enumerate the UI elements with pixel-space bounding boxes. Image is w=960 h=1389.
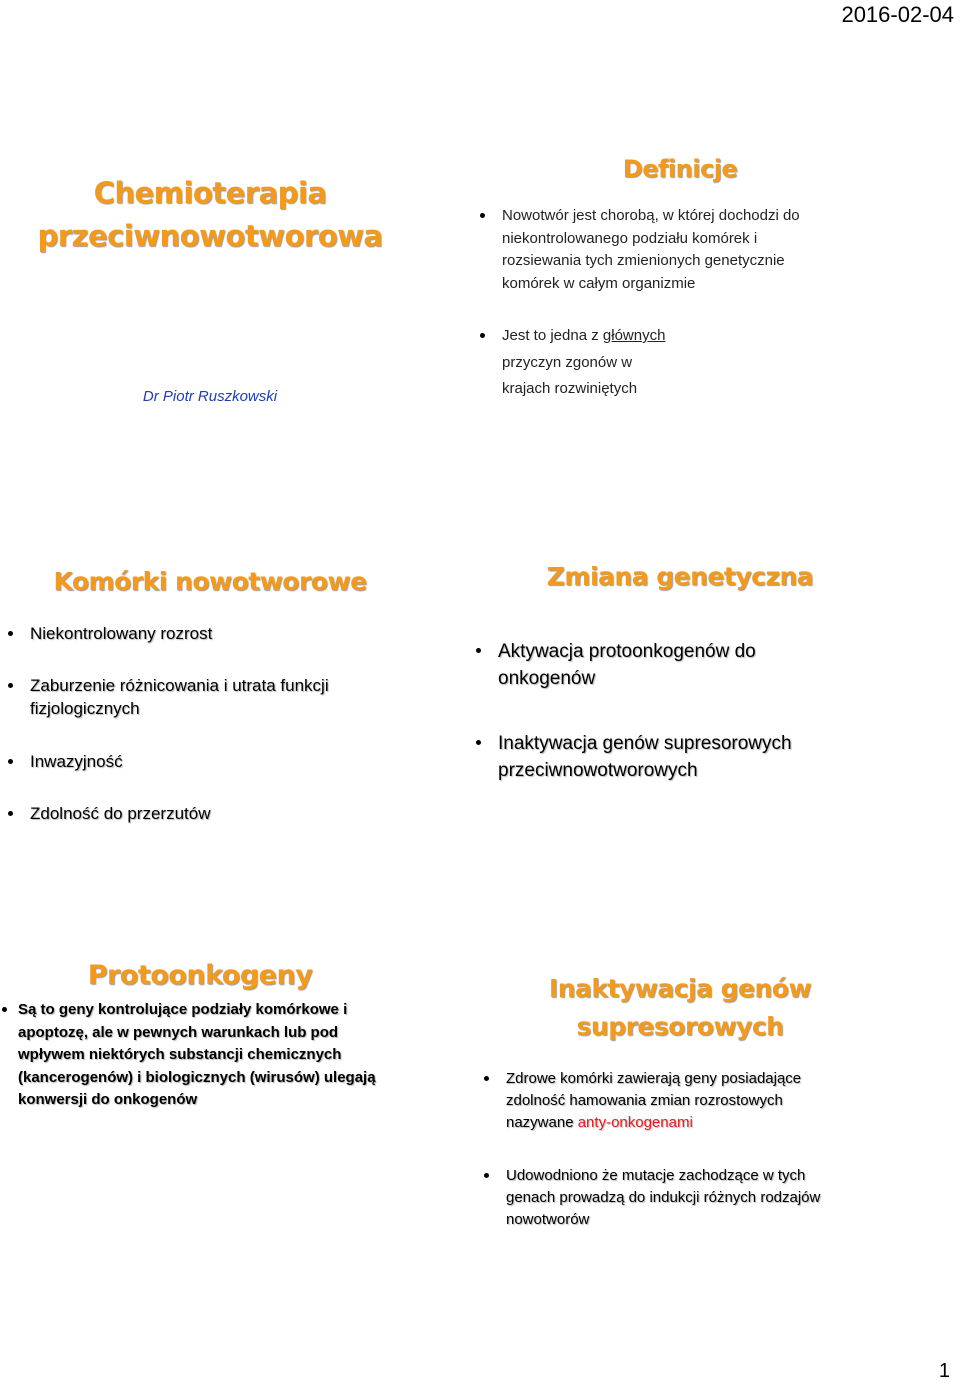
slide1-title-line2: przeciwnowotworowa [37, 219, 383, 253]
slide1-title-line1: Chemioterapia [93, 176, 327, 210]
slide3-title: Komórki nowotworowe [53, 567, 367, 596]
list-item: Inaktywacja genów supresorowych przeciwnowotworowych [474, 730, 944, 784]
list-item: Udowodniono że mutacje zachodzące w tych genach prowadzą do indukcji różnych rodzajów nowotworów [482, 1165, 952, 1231]
slide2-body [478, 205, 948, 401]
text-line: niekontrolowanego podziału komórek i [502, 229, 758, 247]
highlighted-term: anty-onkogenami [577, 1114, 693, 1131]
list-item: Zdrowe komórki zawierają geny posiadające zdolność hamowania zmian rozrostowych nazywane anty-onkogenami [482, 1068, 952, 1134]
list-item: Zdolność do przerzutów [6, 802, 426, 825]
list-item [478, 325, 948, 401]
page-number: 1 [938, 1360, 950, 1382]
slide5-body [0, 999, 440, 1112]
text-line: komórek w całym organizmie [502, 274, 696, 292]
author-name: Dr Piotr Ruszkowski [142, 388, 278, 405]
slide1-title [20, 172, 400, 258]
list-item: Inwazyjność [6, 750, 426, 773]
list-item [478, 205, 948, 295]
text-line: Jest to jedna z głównych [502, 327, 666, 344]
text-line: krajach rozwiniętych [502, 380, 638, 397]
slide6-body [482, 1068, 952, 1231]
slide4-title: Zmiana genetyczna [546, 562, 814, 591]
list-item: Są to geny kontrolujące podziały komórkowe i apoptozę, ale w pewnych warunkach lub pod wpływem niektórych substancji chemicznych (kancerogenów) i biologicznych (wirusów) ulegają konwersji do onkogenów [0, 999, 440, 1112]
slide4-body [474, 638, 944, 784]
slide2-title: Definicje [622, 155, 738, 183]
text-line: rozsiewania tych zmienionych genetycznie [502, 252, 785, 269]
list-item: Zaburzenie różnicowania i utrata funkcji fizjologicznych [6, 674, 426, 720]
underlined-text: głównych [602, 327, 666, 344]
text-line: przyczyn zgonów w [502, 353, 633, 371]
list-item: Aktywacja protoonkogenów do onkogenów [474, 638, 944, 692]
page-date: 2016-02-04 [841, 2, 954, 27]
text-line: Nowotwór jest chorobą, w której dochodzi do [502, 207, 800, 224]
list-item: Niekontrolowany rozrost [6, 622, 426, 645]
slide5-title: Protoonkogeny [87, 960, 313, 991]
slide3-body [6, 622, 426, 825]
slide6-title: Inaktywacja genów supresorowych [548, 974, 812, 1041]
